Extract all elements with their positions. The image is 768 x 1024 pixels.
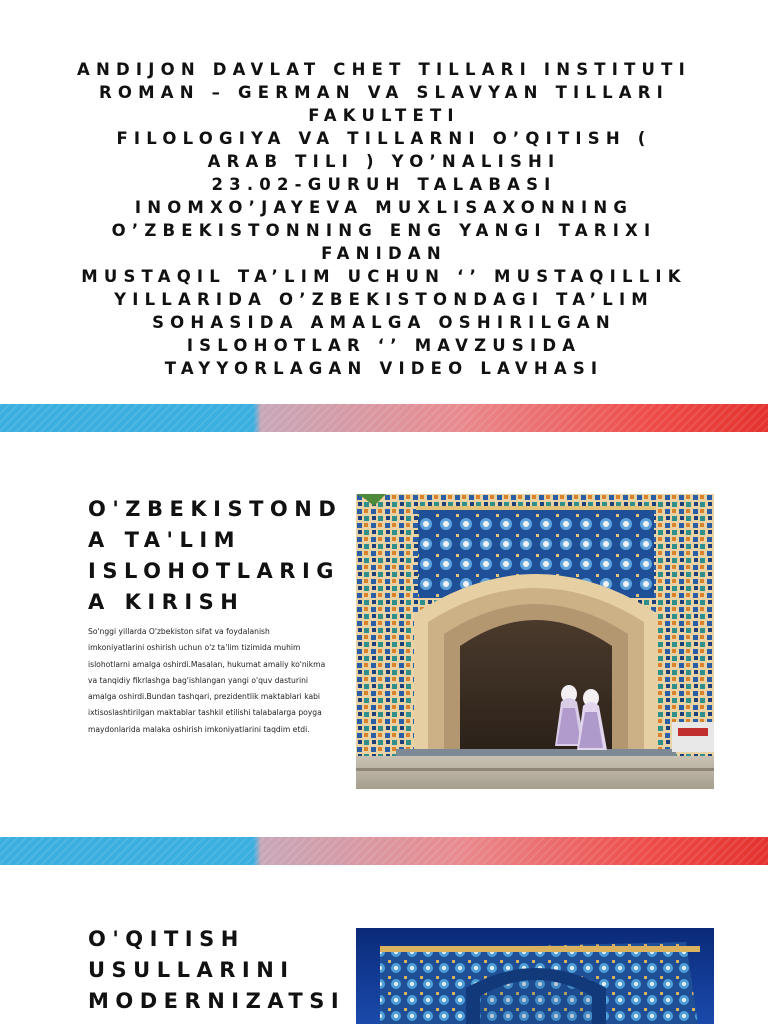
title-slide-heading bbox=[60, 58, 708, 380]
title-line: ANDIJON DAVLAT CHET TILLARI INSTITUTI bbox=[77, 60, 691, 79]
section-title-line: ISLOHOTLARIG bbox=[88, 559, 341, 583]
reform-intro-slide bbox=[0, 432, 768, 837]
section-title-line: A KIRISH bbox=[88, 590, 245, 614]
title-line: 23.02-GURUH TALABASI bbox=[211, 175, 557, 194]
title-line: FAKULTETI bbox=[308, 106, 460, 125]
title-line: INOMXO’JAYEVA MUXLISAXONNING bbox=[134, 198, 634, 217]
slide-divider-band bbox=[0, 404, 768, 432]
title-line: ARAB TILI ) YO’NALISHI bbox=[207, 152, 561, 171]
title-line: YILLARIDA O’ZBEKISTONDAGI TA’LIM bbox=[114, 290, 654, 309]
teaching-methods-slide bbox=[0, 866, 768, 1024]
title-line: FILOLOGIYA VA TILLARNI O’QITISH ( bbox=[116, 129, 652, 148]
title-line: FANIDAN bbox=[321, 244, 447, 263]
title-line: ISLOHOTLAR ‘’ MAVZUSIDA bbox=[186, 336, 582, 355]
tiled-facade-photo bbox=[356, 928, 714, 1024]
madrasa-arch-photo bbox=[356, 494, 714, 789]
reform-intro-body: So'nggi yillarda O'zbekiston sifat va foydalanish imkoniyatlarini oshirish uchun o'z ta'lim tizimida muhim islohotlarni amalga oshirdi.Masalan, hukumat amaliy ko'nikma va tanqidiy fikrlashga bag'ishlangan yangi o'quv dasturini amalga oshirdi.Bundan tashqari, prezidentlik maktablari kabi ixtisoslashtirilgan maktablar tashkil etilishi talabalarga poyga maydonlarida malaka oshirish imkoniyatlarini taqdim etdi. bbox=[88, 627, 326, 734]
section-title-line: MODERNIZATSI bbox=[88, 989, 346, 1013]
title-line: MUSTAQIL TA’LIM UCHUN ‘’ MUSTAQILLIK bbox=[81, 267, 687, 286]
title-line: SOHASIDA AMALGA OSHIRILGAN bbox=[152, 313, 616, 332]
reform-intro-title bbox=[88, 494, 342, 618]
title-line: ROMAN – GERMAN VA SLAVYAN TILLARI bbox=[98, 83, 670, 102]
section-title-line: O'ZBEKISTOND bbox=[88, 497, 343, 521]
teaching-methods-title bbox=[88, 924, 345, 1017]
title-slide bbox=[0, 0, 768, 404]
section-title-line: A TA'LIM bbox=[88, 528, 242, 552]
title-line: O’ZBEKISTONNING ENG YANGI TARIXI bbox=[111, 221, 657, 240]
section-title-line: USULLARINI bbox=[88, 958, 295, 982]
title-line: TAYYORLAGAN VIDEO LAVHASI bbox=[164, 359, 604, 378]
section-title-line: O'QITISH bbox=[88, 927, 245, 951]
slide-divider-band bbox=[0, 837, 768, 865]
